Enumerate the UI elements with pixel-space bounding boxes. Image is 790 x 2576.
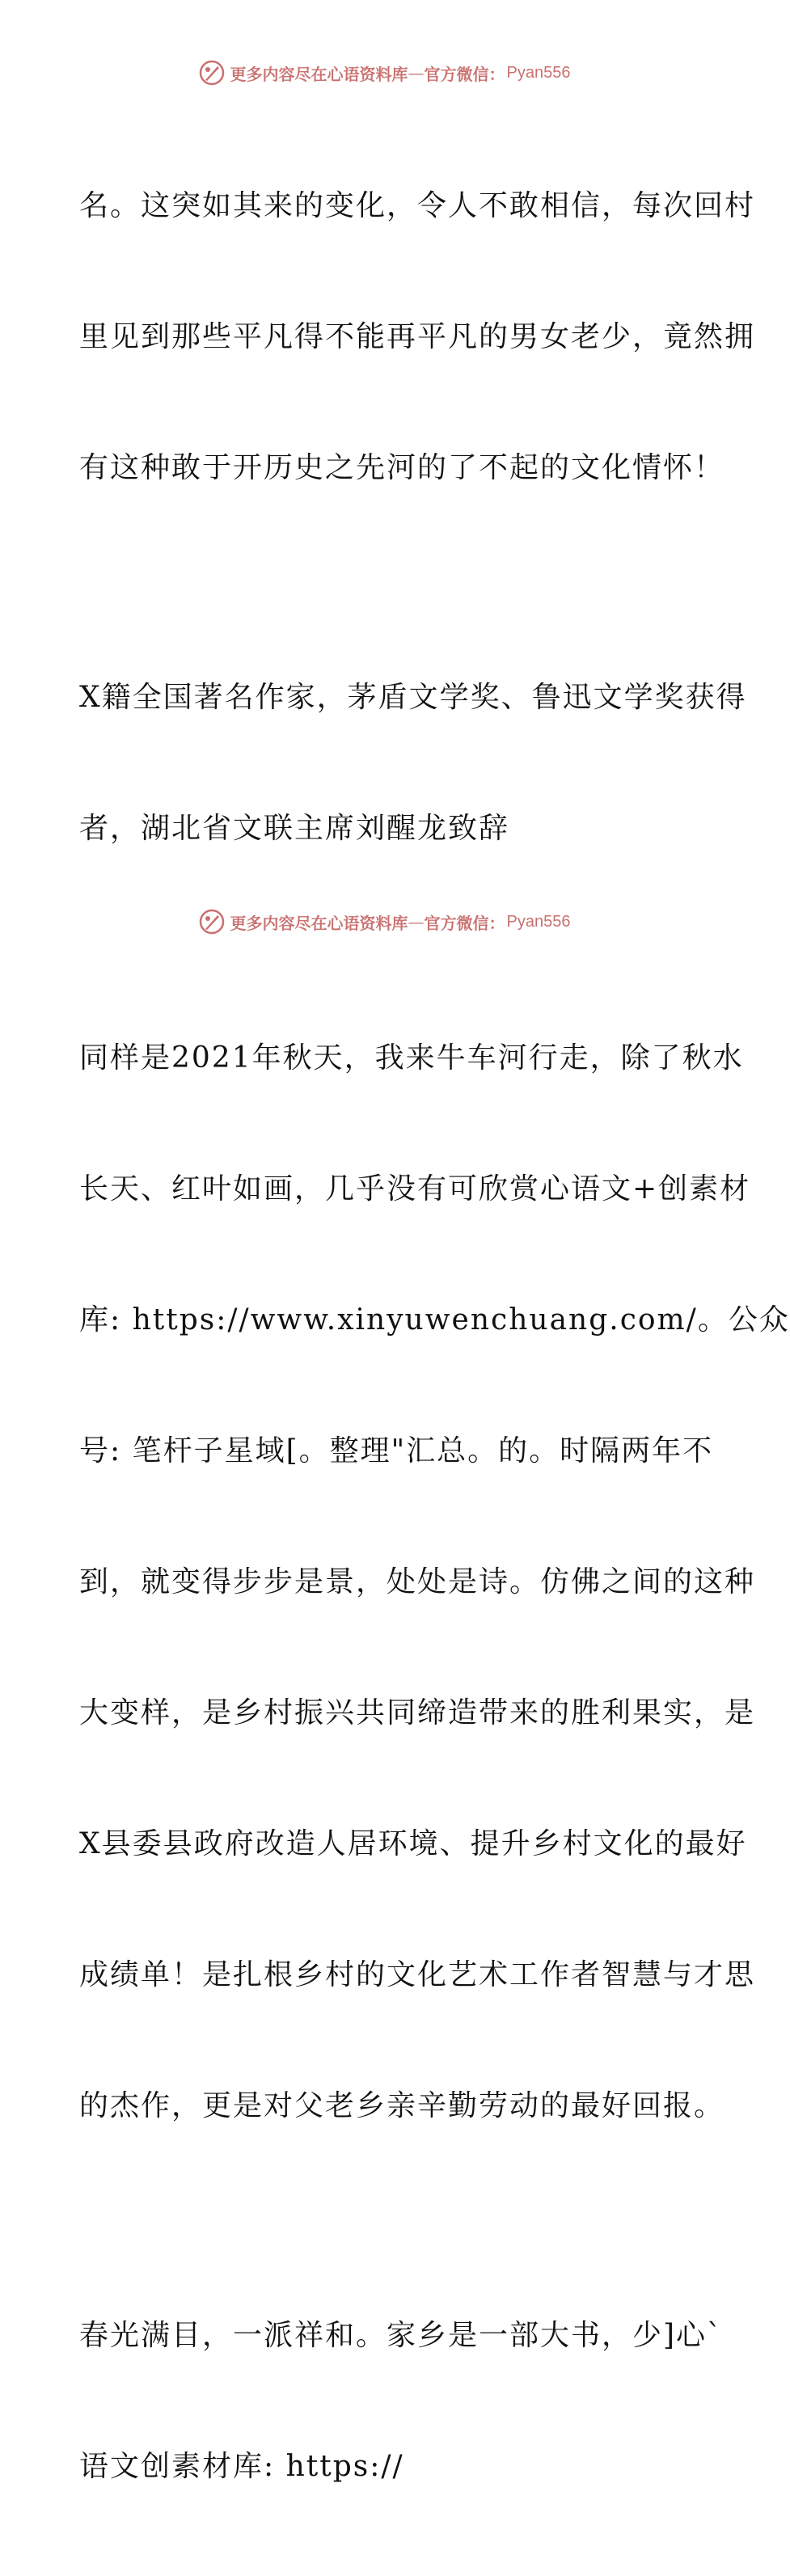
text-line: 里见到那些平凡得不能再平凡的男女老少，竟然拥 [79,320,756,353]
text-line: 者，湖北省文联主席刘醒龙致辞 [79,812,510,845]
text-line: 库: https://www.xinyuwenchuang.com/。公众 [79,1303,790,1337]
banner-wechat-id: Pyan556 [506,912,571,931]
banner-wechat-id: Pyan556 [506,63,571,82]
paragraph-1 [79,97,756,577]
paragraph-4 [79,2227,724,2576]
banner-wechat-label: 官方微信： [424,913,505,933]
banner-main-text: 更多内容尽在心语资料库 [230,64,408,84]
text-line: 有这种敢于开历史之先河的了不起的文化情怀！ [79,451,725,484]
banner-wechat-label: 官方微信： [424,64,505,84]
text-line: 的杰作，更是对父老乡亲辛勤劳动的最好回报。 [79,2089,725,2122]
text-line: 春光满目，一派祥和。家乡是一部大书，少]心` [79,2319,724,2352]
text-line: 到，就变得步步是景，处处是诗。仿佛之间的这种 [79,1565,756,1598]
text-line: 大变样，是乡村振兴共同缔造带来的胜利果实，是 [79,1696,756,1729]
paragraph-3 [79,949,790,2215]
text-line: 同样是2021年秋天，我来牛车河行走，除了秋水 [79,1041,744,1075]
text-line: 长天、红叶如画，几乎没有可欣赏心语文+创素材 [79,1172,751,1206]
banner-separator: — [408,912,425,931]
text-line: X籍全国著名作家，茅盾文学奖、鲁迅文学奖获得 [79,681,747,714]
header-banner [0,55,768,91]
banner-main-text: 更多内容尽在心语资料库 [230,913,408,933]
quill-pen-logo-icon [198,908,226,935]
text-line: 名。这突如其来的变化，令人不敢相信，每次回村 [79,189,756,222]
banner-separator: — [408,63,425,82]
text-line: 语文创素材库: https:// [79,2450,404,2483]
text-line: 号: 笔杆子星域[。整理"汇总。的。时隔两年不 [79,1434,714,1467]
text-line: 成绩单！是扎根乡村的文化艺术工作者智慧与才思 [79,1958,756,1991]
paragraph-2 [79,589,747,938]
text-line: X县委县政府改造人居环境、提升乡村文化的最好 [79,1827,747,1860]
document-body [79,97,790,2576]
footer-banner [0,904,768,940]
quill-pen-logo-icon [198,59,226,87]
